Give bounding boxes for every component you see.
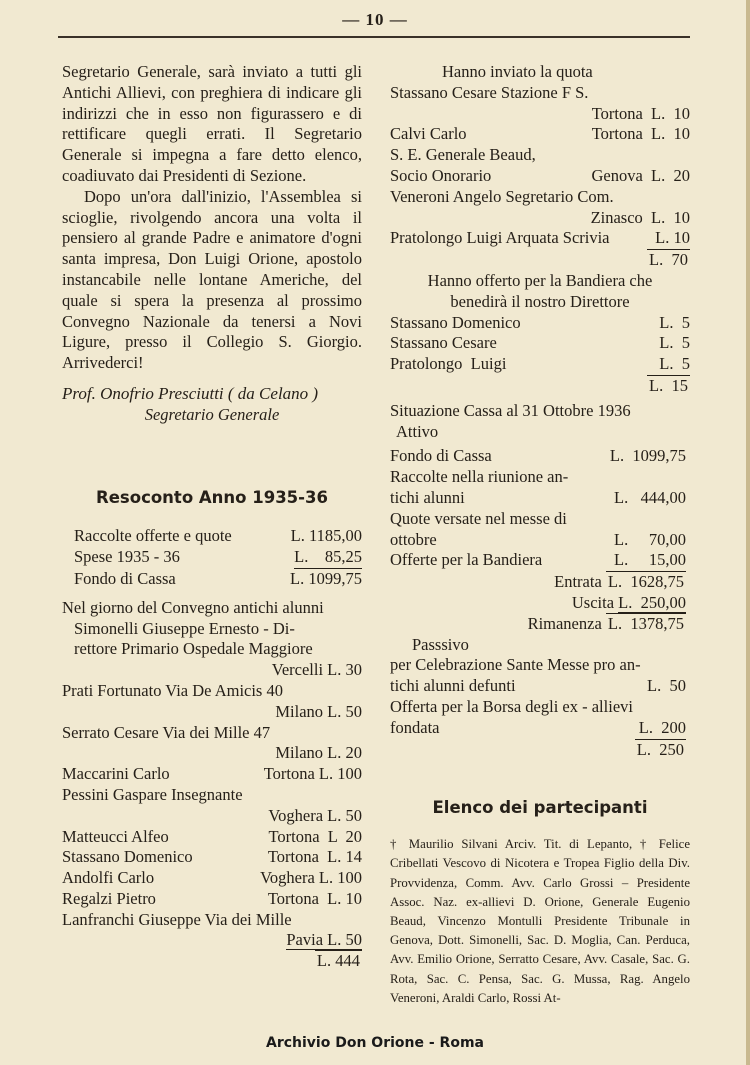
ledger-summary-row	[390, 614, 690, 635]
ledger-label: fondata	[390, 717, 440, 737]
donor-name: Maccarini Carlo	[62, 764, 170, 784]
donor-line	[62, 619, 362, 640]
page-edge	[746, 0, 750, 1065]
passivo-total-value: L. 250	[636, 739, 684, 759]
left-total	[62, 951, 362, 972]
bandiera-amount: L. 5	[659, 333, 690, 353]
report-row-amount: L. 1185,00	[290, 526, 362, 546]
bandiera-amount: L. 5	[659, 312, 690, 332]
ledger-label: Entrata	[554, 572, 602, 592]
left-column	[62, 62, 362, 972]
ledger-label: Offerte per la Bandiera	[390, 550, 543, 570]
partecipanti-text: † Maurilio Silvani Arciv. Tit. di Lepanto, † Felice Cribellati Vescovo di Nicotera e Tropea Figlio della Div. Provvidenza, Comm. Avv. Carlo Grossi – Presidente Assoc. Naz. ex-allievi D. Orione, Generale Eugenio Beaud, Vincenzo Montulli Presidente Tribunale in Genova, Dott. Simonelli, Sac. D. Moglia, Can. Perduca, Avv. Emilio Orione, Serratto Cesare, Avv. Casale, Sac. G. Rota, Sac. C. Pensa, Sac. G. Mussa, Rag. Angelo Veneroni, Araldi Carlo, Rossi At-	[390, 837, 690, 1005]
left-total-value: L. 444	[316, 951, 360, 971]
ledger-row	[390, 718, 690, 740]
donor-text: Pessini Gaspare Insegnante	[62, 784, 243, 804]
report-row-amount: L. 85,25	[294, 547, 362, 569]
bandiera-title: Hanno offerto per la Bandiera che	[427, 270, 653, 290]
bandiera-name: Stassano Domenico	[390, 312, 521, 332]
ledger-row	[390, 550, 690, 572]
signature-role: Segretario Generale	[144, 404, 280, 424]
bandiera-name: Stassano Cesare	[390, 333, 497, 353]
donor-amount	[62, 930, 362, 951]
donor-row	[62, 827, 362, 848]
passivo-label: Passsivo	[412, 634, 469, 654]
donor-amount: Voghera L. 100	[260, 868, 362, 888]
ledger-row	[390, 676, 690, 697]
ledger-label: Rimanenza	[527, 613, 602, 633]
report-row	[74, 547, 362, 569]
ledger-text: Quote versate nel messe di	[390, 508, 567, 528]
donor-amount: Milano L. 20	[275, 743, 362, 763]
quota-amount: Genova L. 20	[591, 165, 690, 185]
convegno-intro: Nel giorno del Convegno antichi alunni	[62, 597, 324, 617]
ledger-label: tichi alunni	[390, 487, 465, 507]
quota-text: S. E. Generale Beaud,	[390, 145, 536, 165]
ledger-label: tichi alunni defunti	[390, 676, 516, 696]
bandiera-name: Pratolongo Luigi	[390, 354, 507, 374]
passivo-total	[390, 740, 690, 761]
quota-row	[390, 166, 690, 187]
partecipanti-title: Elenco dei partecipanti	[432, 798, 648, 818]
ledger-amount: L. 1628,75	[607, 572, 684, 592]
intro-paragraph-1: Segretario Generale, sarà inviato a tutti gli Antichi Allievi, con preghiera di indicare gli indirizzi che in esso non figurassero e di rettificare quegli errati. Il Segretario Generale si impegna a fare detto elenco, coadiuvato dai Presidenti di Sezione.	[62, 62, 362, 185]
bandiera-title: benedirà il nostro Direttore	[450, 291, 630, 311]
report-title: Resoconto Anno 1935-36	[96, 487, 328, 507]
donor-name: Matteucci Alfeo	[62, 826, 169, 846]
quota-title: Hanno inviato la quota	[442, 62, 593, 81]
right-column	[390, 62, 690, 1008]
donor-amount: Tortona L 20	[268, 826, 362, 846]
bandiera-total-value: L. 15	[649, 375, 688, 395]
donor-name: Andolfi Carlo	[62, 868, 155, 888]
donor-text: rettore Primario Ospedale Maggiore	[74, 639, 313, 659]
donor-amount: Tortona L. 10	[267, 888, 362, 908]
ledger-text: Raccolte nella riunione an-	[390, 467, 569, 487]
donor-text: Simonelli Giuseppe Ernesto - Di-	[74, 618, 295, 638]
quota-amount: Zinasco L. 10	[590, 207, 690, 227]
attivo-label: Attivo	[396, 421, 439, 441]
ledger-label: ottobre	[390, 529, 437, 549]
page-number: — 10 —	[342, 10, 408, 29]
quota-total	[390, 250, 690, 271]
ledger-amount: L. 1099,75	[609, 446, 686, 466]
quota-name: Socio Onorario	[390, 165, 492, 185]
ledger-summary-row	[390, 593, 690, 614]
ledger-label: Fondo di Cassa	[390, 446, 492, 466]
quota-amount: Tortona L. 10	[591, 103, 690, 123]
situazione-title: Situazione Cassa al 31 Ottobre 1936	[390, 400, 631, 420]
quota-amount: L. 10	[655, 228, 690, 250]
archive-footer: Archivio Don Orione - Roma	[266, 1035, 484, 1051]
donor-text: Lanfranchi Giuseppe Via dei Mille	[62, 909, 292, 929]
donor-amount: Tortona L. 100	[263, 764, 362, 784]
donor-row	[62, 764, 362, 785]
ledger-amount: L. 250,00	[618, 592, 686, 612]
report-row	[74, 569, 362, 590]
ledger-summary-row	[390, 572, 690, 593]
report-row	[74, 526, 362, 547]
ledger-text: Offerta per la Borsa degli ex - allievi	[390, 696, 633, 716]
report-row-amount: L. 1099,75	[290, 568, 362, 588]
ledger-amount: L. 1378,75	[607, 613, 684, 633]
quota-total-value: L. 70	[649, 250, 688, 270]
quota-name: Pratolongo Luigi Arquata Scrivia	[390, 228, 610, 248]
ledger-amount: L. 50	[647, 676, 686, 696]
signature: Prof. Onofrio Presciutti ( da Celano )	[62, 383, 319, 403]
bandiera-total	[390, 376, 690, 397]
bandiera-amount: L. 5	[659, 354, 690, 376]
donor-amount: Tortona L. 14	[267, 847, 362, 867]
bandiera-row	[390, 354, 690, 376]
ledger-row	[390, 530, 690, 551]
donor-amount: Vercelli L. 30	[271, 660, 362, 680]
report-row-label: Spese 1935 - 36	[74, 547, 180, 567]
ledger-label: Uscita	[571, 592, 615, 612]
donor-amount: Milano L. 50	[275, 701, 362, 721]
donor-amount: Voghera L. 50	[268, 805, 362, 825]
donor-row	[62, 847, 362, 868]
report-row-label: Raccolte offerte e quote	[74, 526, 232, 546]
quota-text: Stassano Cesare Stazione F S.	[390, 82, 589, 102]
bandiera-row	[390, 333, 690, 354]
donor-row	[62, 889, 362, 910]
donor-name: Regalzi Pietro	[62, 888, 156, 908]
quota-amount: Tortona L. 10	[591, 124, 690, 144]
quota-row	[390, 228, 690, 250]
donor-text: Serrato Cesare Via dei Mille 47	[62, 722, 271, 742]
ledger-amount: L. 15,00	[614, 550, 686, 572]
donor-text: Prati Fortunato Via De Amicis 40	[62, 680, 283, 700]
ledger-row	[390, 488, 690, 509]
intro-paragraph-2: Dopo un'ora dall'inizio, l'Assemblea si scioglie, rivolgendo ancora una volta il pensiero al grande Padre e animatore d'ogni santa impresa, Don Luigi Orione, apostolo instancabile nelle lontane Americhe, del quale si spera la presenza al prossimo Convegno Nazionale da tenersi a Novi Ligure, presso il Collegio S. Giorgio. Arrivederci!	[62, 186, 362, 373]
header-rule	[58, 36, 690, 38]
ledger-text: per Celebrazione Sante Messe pro an-	[390, 655, 641, 675]
quota-name: Calvi Carlo	[390, 124, 467, 144]
donor-row	[62, 868, 362, 889]
donor-name: Stassano Domenico	[62, 847, 193, 867]
ledger-amount: L. 444,00	[614, 487, 686, 507]
ledger-row	[390, 446, 690, 467]
report-row-label: Fondo di Cassa	[74, 568, 176, 588]
ledger-amount: L. 70,00	[614, 529, 686, 549]
bandiera-row	[390, 313, 690, 334]
quota-text: Veneroni Angelo Segretario Com.	[390, 186, 614, 206]
ledger-amount: L. 200	[639, 718, 686, 740]
donor-amount-value: Pavia L. 50	[286, 930, 362, 950]
quota-row	[390, 124, 690, 145]
